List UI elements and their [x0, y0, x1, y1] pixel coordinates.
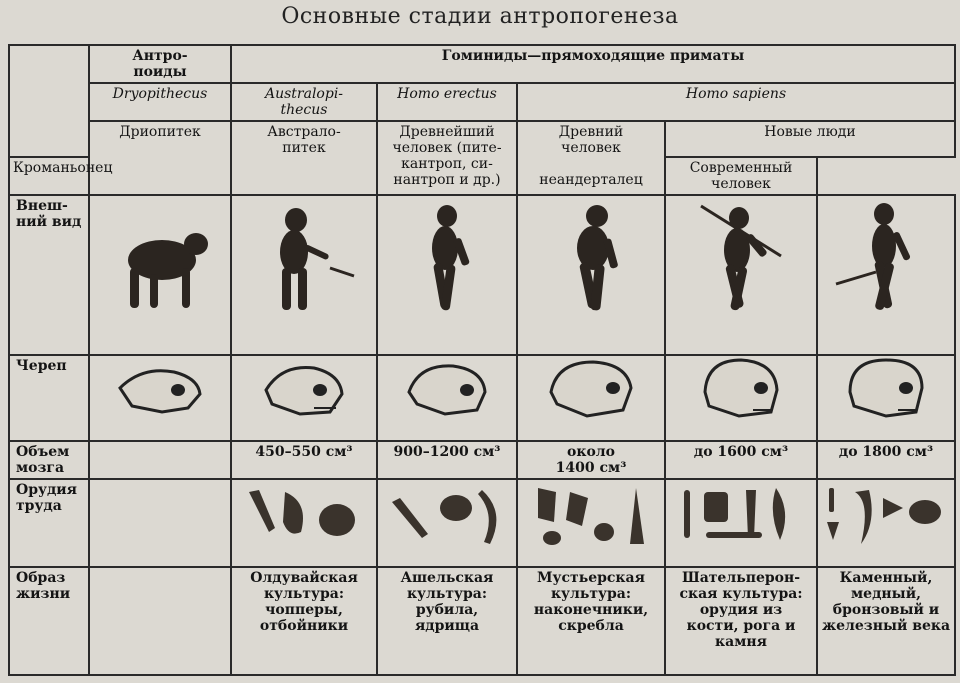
row-label-brain-volume: Объем мозга: [9, 441, 89, 479]
skull-neanderthal: [517, 355, 665, 441]
figure-dryopithecus: [89, 195, 231, 355]
tools-cromagnon: [665, 479, 817, 567]
australopithecus-figure-icon: [244, 198, 364, 318]
bone-tools-icon: [676, 482, 806, 552]
tools-modern-human: [817, 479, 955, 567]
tools-australopithecus: [231, 479, 377, 567]
culture-cromagnon: Шательперон- ская культура: орудия из кости, рога и камня: [665, 567, 817, 675]
figure-homo-erectus: [377, 195, 517, 355]
tools-dryopithecus: [89, 479, 231, 567]
brain-volume-australopithecus: 450–550 см³: [231, 441, 377, 479]
corner-cell: [9, 45, 89, 157]
homo-erectus-figure-icon: [387, 198, 507, 318]
row-label-appearance: Внеш- ний вид: [9, 195, 89, 355]
cromagnon-figure-icon: [681, 198, 801, 318]
skull-australopithecus: [231, 355, 377, 441]
tools-homo-erectus: [377, 479, 517, 567]
skull-modern-human: [817, 355, 955, 441]
stage-name-australopithecus: Австрало- питек: [231, 121, 377, 195]
culture-australopithecus: Олдувайская культура: чопперы, отбойники: [231, 567, 377, 675]
stage-name-neanderthal: Древний человек неандерталец: [517, 121, 665, 195]
brain-volume-neanderthal: около 1400 см³: [517, 441, 665, 479]
header-hominids: Гоминиды—прямоходящие приматы: [231, 45, 955, 83]
row-label-lifestyle: Образ жизни: [9, 567, 89, 675]
tools-neanderthal: [517, 479, 665, 567]
metal-tools-icon: [821, 482, 951, 552]
stage-name-dryopithecus: Дриопитек: [89, 121, 231, 195]
cromagnon-skull-icon: [693, 358, 789, 422]
stage-name-cromagnon: Кроманьонец: [9, 157, 89, 195]
culture-neanderthal: Мустьерская культура: наконечники, скребла: [517, 567, 665, 675]
points-scrapers-icon: [526, 482, 656, 552]
hand-axes-icon: [382, 482, 512, 552]
skull-dryopithecus: [89, 355, 231, 441]
figure-australopithecus: [231, 195, 377, 355]
modern-human-figure-icon: [826, 198, 946, 318]
row-label-skull: Череп: [9, 355, 89, 441]
header-australopithecus-latin: Australopi- thecus: [231, 83, 377, 121]
header-new-people: Новые люди: [665, 121, 955, 157]
page-title: Основные стадии антропогенеза: [281, 4, 679, 29]
culture-homo-erectus: Ашельская культура: рубила, ядрища: [377, 567, 517, 675]
header-homo-erectus: Homo erectus: [377, 83, 517, 121]
header-anthropoids: Антро- поиды: [89, 45, 231, 83]
figure-modern-human: [817, 195, 955, 355]
neanderthal-figure-icon: [531, 198, 651, 318]
header-homo-sapiens: Homo sapiens: [517, 83, 955, 121]
brain-volume-homo-erectus: 900–1200 см³: [377, 441, 517, 479]
neanderthal-skull-icon: [543, 358, 639, 422]
figure-cromagnon: [665, 195, 817, 355]
brain-volume-modern-human: до 1800 см³: [817, 441, 955, 479]
row-label-tools: Орудия труда: [9, 479, 89, 567]
culture-modern-human: Каменный, медный, бронзовый и железный века: [817, 567, 955, 675]
skull-cromagnon: [665, 355, 817, 441]
stage-name-homo-erectus: Древнейший человек (пите- кантроп, си- нантроп и др.): [377, 121, 517, 195]
anthropogenesis-table: [8, 44, 956, 676]
brain-volume-cromagnon: до 1600 см³: [665, 441, 817, 479]
pebble-tools-icon: [239, 482, 369, 552]
ape-skull-icon: [112, 358, 208, 422]
modern-skull-icon: [838, 358, 934, 422]
brain-volume-dryopithecus: [89, 441, 231, 479]
australopithecus-skull-icon: [256, 358, 352, 422]
skull-homo-erectus: [377, 355, 517, 441]
header-dryopithecus-latin: Dryopithecus: [89, 83, 231, 121]
stage-name-modern-human: Современный человек: [665, 157, 817, 195]
erectus-skull-icon: [399, 358, 495, 422]
culture-dryopithecus: [89, 567, 231, 675]
dryopithecus-figure-icon: [100, 198, 220, 318]
figure-neanderthal: [517, 195, 665, 355]
